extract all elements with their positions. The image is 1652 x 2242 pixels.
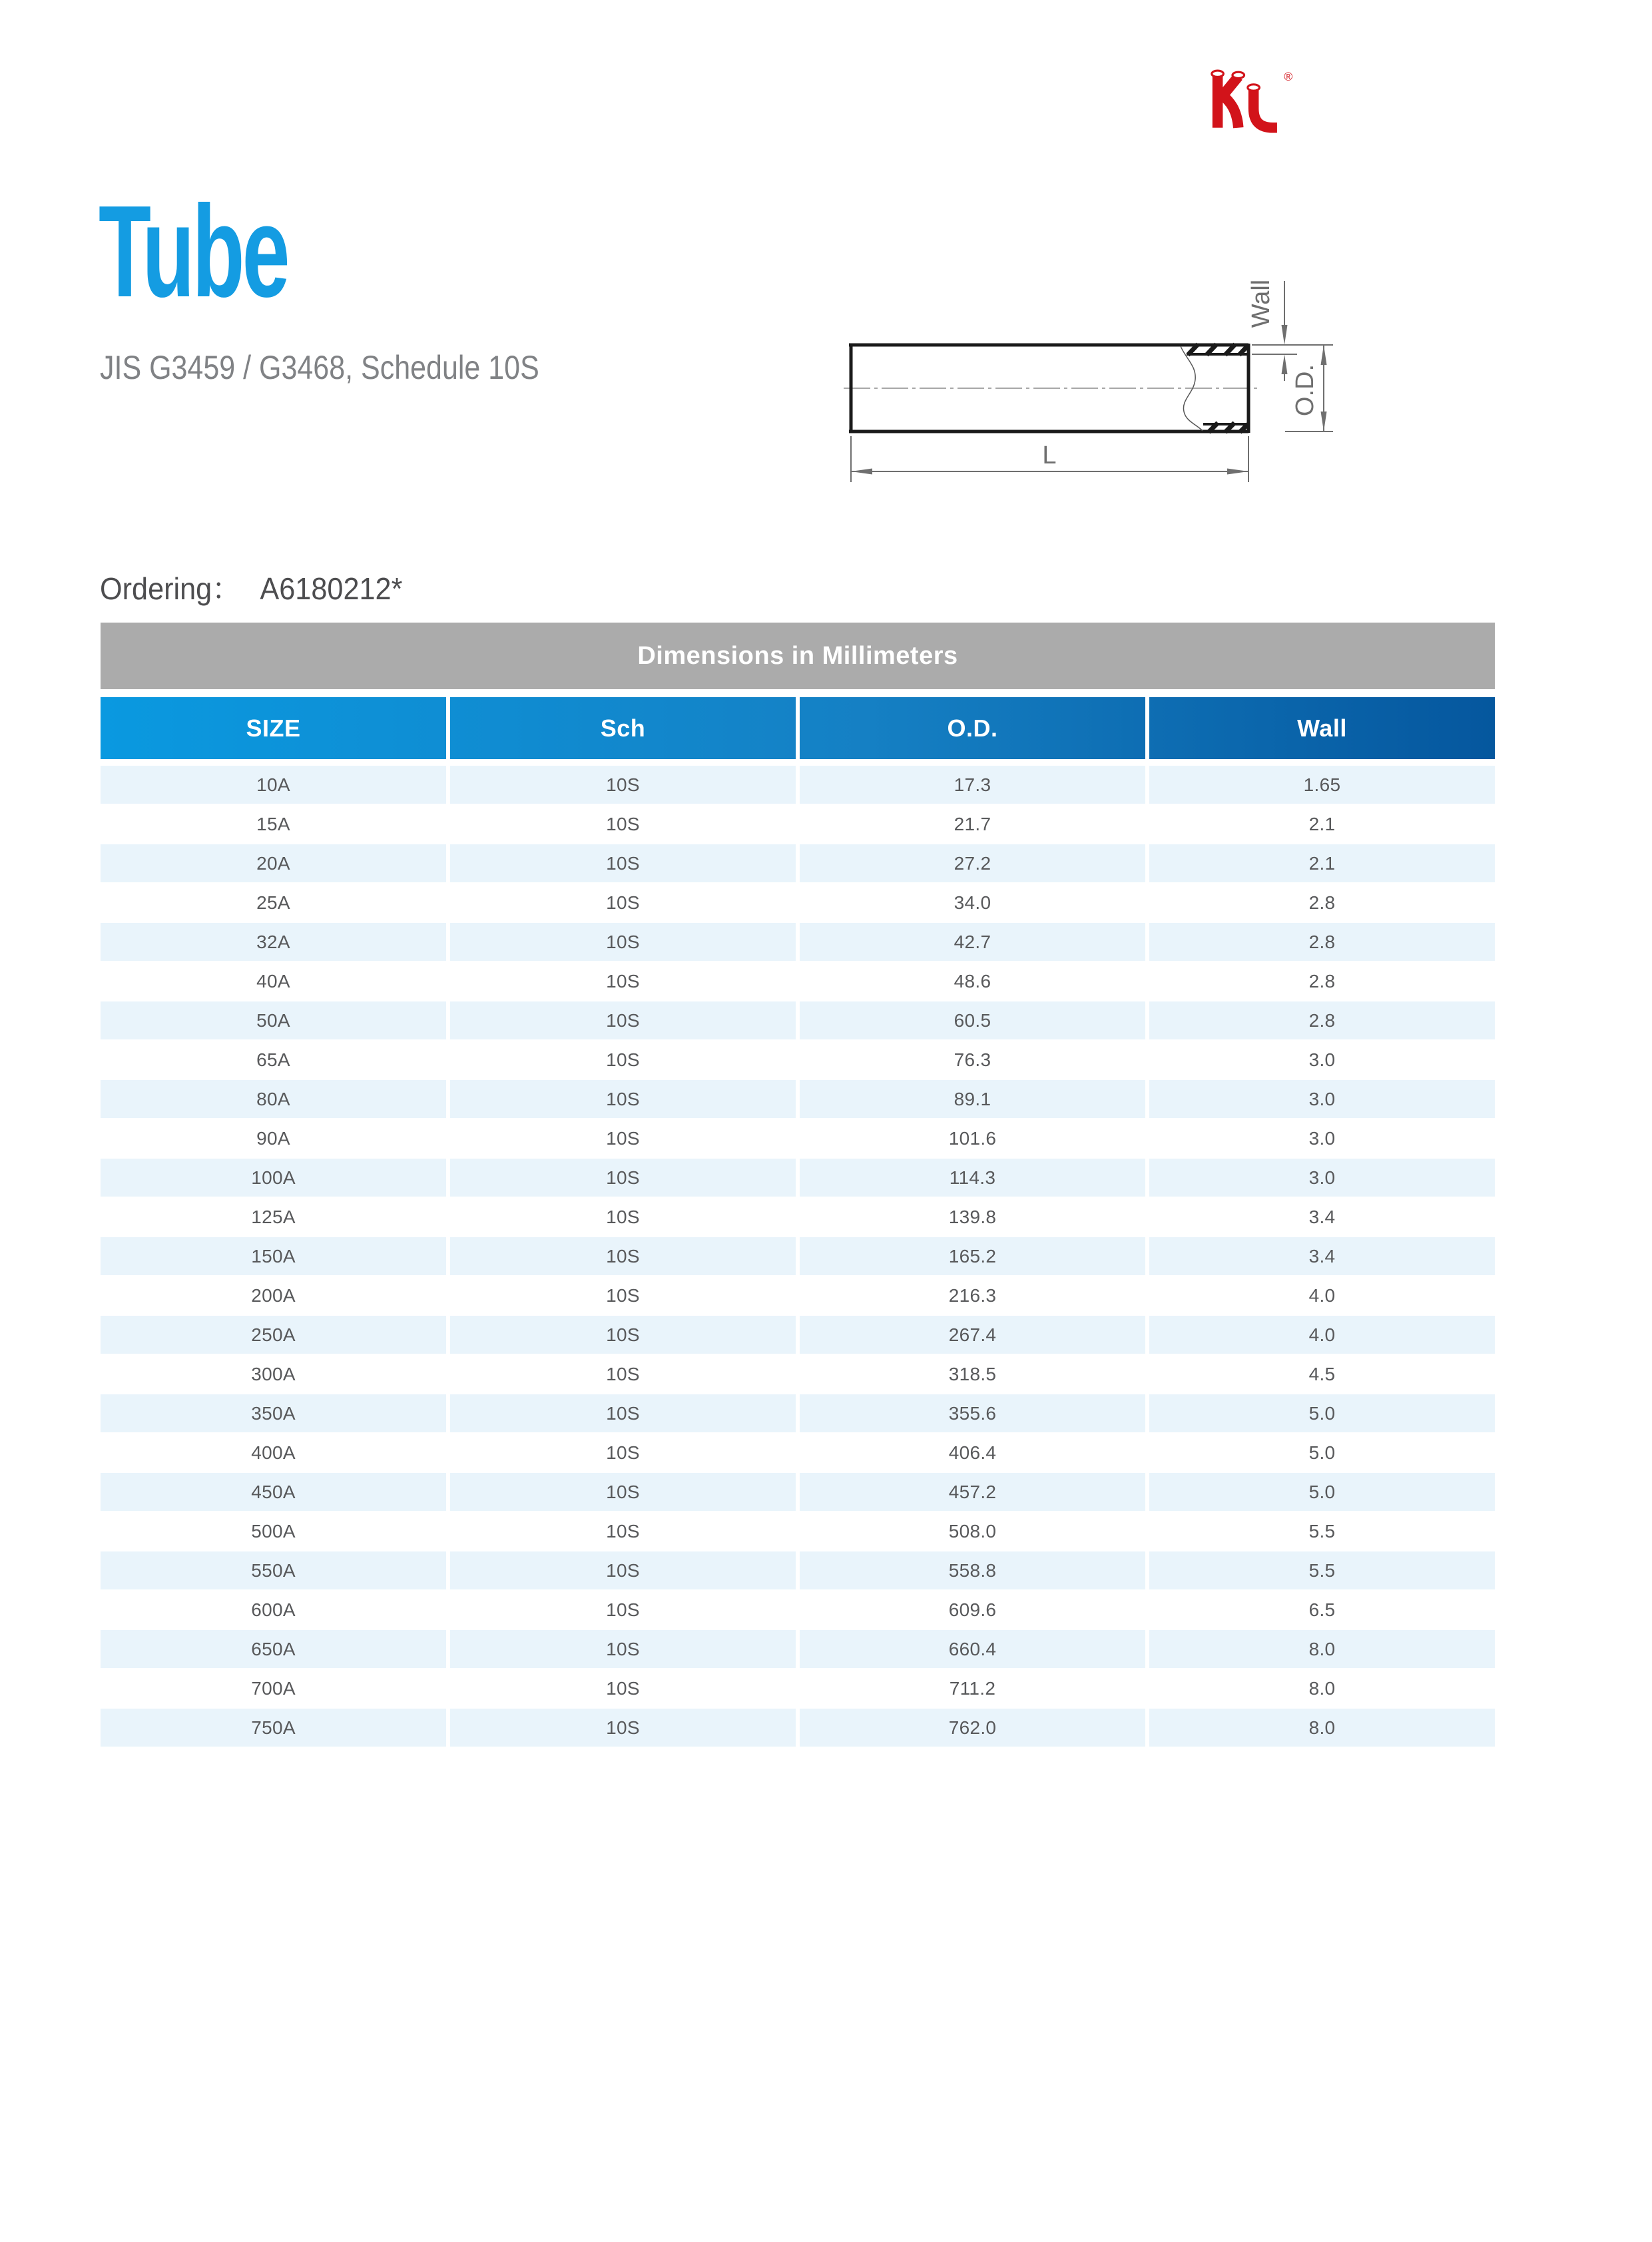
cell-size: 550A	[251, 1560, 296, 1581]
cell-od: 216.3	[796, 1276, 1145, 1314]
cell-od: 355.6	[796, 1394, 1145, 1432]
k-lower-leg-tube	[1222, 95, 1239, 128]
table-row	[101, 1001, 1495, 1039]
cell-sch: 10S	[446, 1551, 796, 1589]
cell-size: 50A	[256, 1010, 290, 1031]
cell-od: 267.4	[796, 1316, 1145, 1354]
cell-od: 101.6	[796, 1119, 1145, 1157]
cell-od: 42.7	[796, 923, 1145, 961]
cell-od: 711.2	[796, 1669, 1145, 1707]
cell-size: 400A	[251, 1442, 296, 1463]
tube-opening	[1248, 85, 1260, 91]
cell-wall: 1.65	[1145, 766, 1495, 804]
ordering-label: Ordering	[100, 571, 212, 606]
cell-wall: 4.5	[1145, 1355, 1495, 1393]
table-body	[101, 766, 1495, 1747]
table-row	[101, 1394, 1495, 1432]
cell-od: 114.3	[796, 1159, 1145, 1197]
table-row	[101, 1669, 1495, 1707]
cell-wall: 5.5	[1145, 1512, 1495, 1550]
cell-size: 20A	[256, 853, 290, 874]
table-row	[101, 1355, 1495, 1393]
cell-size: 500A	[251, 1521, 296, 1541]
table-row	[101, 962, 1495, 1000]
cell-size: 90A	[256, 1128, 290, 1149]
cell-sch: 10S	[446, 884, 796, 922]
cell-size: 100A	[251, 1167, 296, 1188]
cell-od: 34.0	[796, 884, 1145, 922]
cell-od: 139.8	[796, 1198, 1145, 1236]
cell-wall: 3.4	[1145, 1237, 1495, 1275]
cell-wall: 8.0	[1145, 1630, 1495, 1668]
cell-size: 15A	[256, 814, 290, 834]
cell-sch: 10S	[446, 1434, 796, 1472]
cell-wall: 5.5	[1145, 1551, 1495, 1589]
cell-sch: 10S	[446, 1276, 796, 1314]
cell-wall: 3.0	[1145, 1080, 1495, 1118]
cell-sch: 10S	[446, 1159, 796, 1197]
cell-size: 65A	[256, 1049, 290, 1070]
cell-od: 21.7	[796, 805, 1145, 843]
cell-size: 300A	[251, 1364, 296, 1384]
cell-od: 762.0	[796, 1709, 1145, 1747]
cell-sch: 10S	[446, 1237, 796, 1275]
table-row	[101, 1473, 1495, 1511]
diagram-label-wall: Wall	[1247, 279, 1275, 328]
cell-size: 600A	[251, 1599, 296, 1620]
table-row	[101, 1276, 1495, 1314]
cell-od: 660.4	[796, 1630, 1145, 1668]
tube-opening	[1212, 71, 1224, 77]
cell-size: 150A	[251, 1246, 296, 1266]
cell-sch: 10S	[446, 1630, 796, 1668]
table-caption: Dimensions in Millimeters	[101, 623, 1495, 689]
cell-size: 25A	[256, 892, 290, 913]
cell-wall: 3.0	[1145, 1159, 1495, 1197]
cell-wall: 5.0	[1145, 1473, 1495, 1511]
cell-od: 457.2	[796, 1473, 1145, 1511]
l-tube	[1254, 89, 1277, 128]
cell-sch: 10S	[446, 1198, 796, 1236]
cell-wall: 3.4	[1145, 1198, 1495, 1236]
cell-wall: 5.0	[1145, 1394, 1495, 1432]
table-row	[101, 1237, 1495, 1275]
cell-size: 10A	[256, 774, 290, 795]
table-row	[101, 1434, 1495, 1472]
column-header-size: SIZE	[246, 714, 301, 742]
page-title: Tube	[99, 178, 288, 324]
table-row	[101, 1630, 1495, 1668]
cell-od: 17.3	[796, 766, 1145, 804]
cell-sch: 10S	[446, 1591, 796, 1629]
cell-od: 48.6	[796, 962, 1145, 1000]
table-row	[101, 844, 1495, 882]
table-row	[101, 766, 1495, 804]
column-header-sch: Sch	[446, 697, 796, 759]
cell-sch: 10S	[446, 1119, 796, 1157]
diagram-label-length: L	[1042, 441, 1057, 469]
table-row	[101, 923, 1495, 961]
cell-sch: 10S	[446, 1316, 796, 1354]
kl-logo-graphic	[1207, 67, 1296, 143]
cell-wall: 2.8	[1145, 884, 1495, 922]
ordering-line	[100, 565, 402, 609]
cell-sch: 10S	[446, 1355, 796, 1393]
cell-od: 76.3	[796, 1041, 1145, 1079]
cell-wall: 2.1	[1145, 805, 1495, 843]
cell-size: 700A	[251, 1678, 296, 1699]
cell-od: 318.5	[796, 1355, 1145, 1393]
page-subtitle: JIS G3459 / G3468, Schedule 10S	[100, 349, 539, 386]
table-row	[101, 1119, 1495, 1157]
cell-wall: 2.8	[1145, 1001, 1495, 1039]
cell-wall: 2.8	[1145, 962, 1495, 1000]
cell-size: 40A	[256, 971, 290, 991]
table-row	[101, 1198, 1495, 1236]
cell-size: 450A	[251, 1482, 296, 1502]
tube-diagram	[819, 260, 1365, 513]
cell-od: 609.6	[796, 1591, 1145, 1629]
ordering-colon: ：	[212, 571, 241, 606]
column-header-wall: Wall	[1145, 697, 1495, 759]
cell-sch: 10S	[446, 1001, 796, 1039]
inner-wall-lines	[1187, 354, 1248, 424]
cell-sch: 10S	[446, 766, 796, 804]
cell-size: 32A	[256, 932, 290, 952]
cell-od: 60.5	[796, 1001, 1145, 1039]
table-row	[101, 1591, 1495, 1629]
cell-size: 750A	[251, 1717, 296, 1738]
table-row	[101, 805, 1495, 843]
table-row	[101, 1709, 1495, 1747]
cell-sch: 10S	[446, 1394, 796, 1432]
registered-mark: ®	[1284, 70, 1293, 84]
cell-od: 27.2	[796, 844, 1145, 882]
cell-size: 125A	[251, 1207, 296, 1227]
cell-wall: 6.5	[1145, 1591, 1495, 1629]
cell-sch: 10S	[446, 1080, 796, 1118]
table-row	[101, 1041, 1495, 1079]
cell-size: 250A	[251, 1324, 296, 1345]
cell-wall: 8.0	[1145, 1709, 1495, 1747]
wall-dimension-arrows	[1282, 325, 1288, 374]
cell-sch: 10S	[446, 844, 796, 882]
column-header-od: O.D.	[796, 697, 1145, 759]
cell-od: 165.2	[796, 1237, 1145, 1275]
cell-sch: 10S	[446, 1473, 796, 1511]
diagram-label-od: O.D.	[1291, 364, 1319, 417]
cell-od: 89.1	[796, 1080, 1145, 1118]
dimensions-table	[101, 623, 1495, 1748]
cell-size: 650A	[251, 1639, 296, 1659]
cell-wall: 4.0	[1145, 1316, 1495, 1354]
cell-sch: 10S	[446, 805, 796, 843]
cell-size: 80A	[256, 1089, 290, 1109]
cell-sch: 10S	[446, 1512, 796, 1550]
cell-wall: 5.0	[1145, 1434, 1495, 1472]
cell-sch: 10S	[446, 962, 796, 1000]
cell-wall: 4.0	[1145, 1276, 1495, 1314]
ordering-code: A6180212*	[260, 571, 403, 606]
cell-wall: 2.8	[1145, 923, 1495, 961]
cell-od: 508.0	[796, 1512, 1145, 1550]
table-row	[101, 1512, 1495, 1550]
cell-sch: 10S	[446, 1709, 796, 1747]
table-row	[101, 1551, 1495, 1589]
brand-logo	[1207, 67, 1296, 143]
cell-wall: 3.0	[1145, 1119, 1495, 1157]
cell-size: 200A	[251, 1285, 296, 1306]
cell-sch: 10S	[446, 1041, 796, 1079]
table-row	[101, 884, 1495, 922]
cell-wall: 2.1	[1145, 844, 1495, 882]
cell-sch: 10S	[446, 923, 796, 961]
cell-wall: 3.0	[1145, 1041, 1495, 1079]
cell-wall: 8.0	[1145, 1669, 1495, 1707]
cell-sch: 10S	[446, 1669, 796, 1707]
cell-size: 350A	[251, 1403, 296, 1424]
cell-od: 558.8	[796, 1551, 1145, 1589]
table-header-row	[101, 697, 1495, 759]
cell-od: 406.4	[796, 1434, 1145, 1472]
table-row	[101, 1159, 1495, 1197]
table-row	[101, 1080, 1495, 1118]
tube-opening	[1233, 72, 1244, 78]
table-row	[101, 1316, 1495, 1354]
